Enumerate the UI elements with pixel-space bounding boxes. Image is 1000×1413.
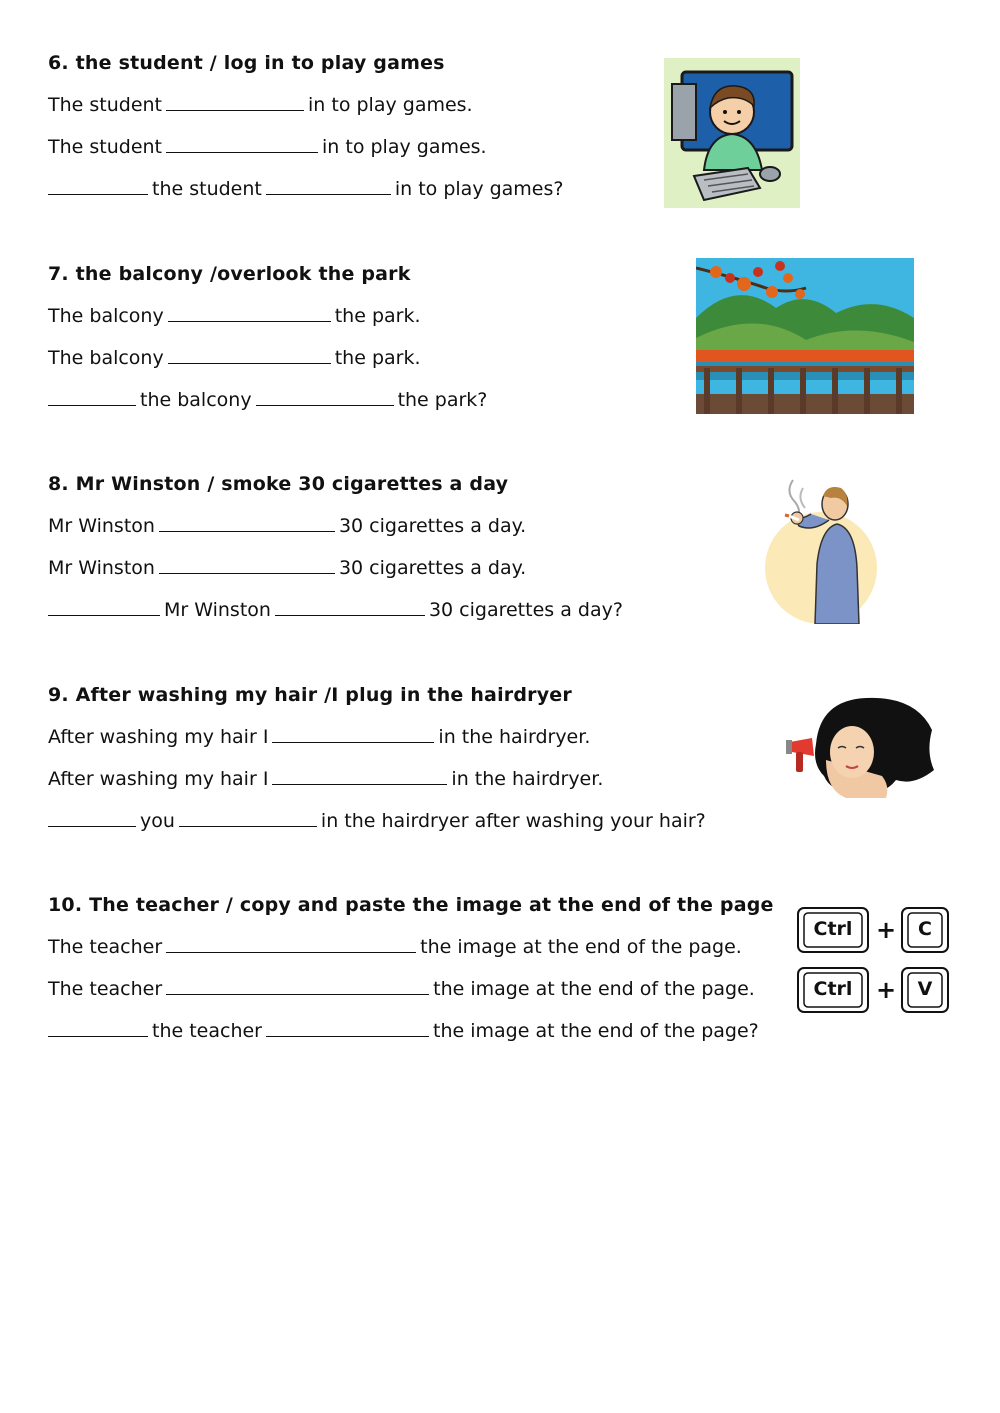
plus-sign: + <box>875 916 897 944</box>
sentence-line: After washing my hair I in the hairdryer. <box>48 726 591 748</box>
copy-shortcut <box>798 908 948 952</box>
answer-blank[interactable] <box>48 1020 148 1037</box>
answer-blank[interactable] <box>166 94 304 111</box>
exercise-10 <box>48 894 774 1042</box>
sentence-line: Mr Winston 30 cigarettes a day. <box>48 515 527 537</box>
keyboard-shortcuts-image <box>796 906 952 1016</box>
answer-blank[interactable] <box>266 1020 429 1037</box>
exercise-9 <box>48 684 706 832</box>
answer-blank[interactable] <box>159 557 335 574</box>
answer-blank[interactable] <box>159 515 335 532</box>
answer-blank[interactable] <box>48 599 160 616</box>
hairdryer-image <box>786 690 934 798</box>
sentence-line: The teacher the image at the end of the page. <box>48 978 755 1000</box>
sentence-line: The student in to play games. <box>48 136 487 158</box>
answer-blank[interactable] <box>272 768 447 785</box>
sentence-line: The balcony the park. <box>48 347 421 369</box>
c-key-label: C <box>918 918 932 940</box>
answer-blank[interactable] <box>168 305 331 322</box>
exercise-8 <box>48 473 623 621</box>
ctrl-key-label: Ctrl <box>813 918 853 940</box>
exercise-heading: 10. The teacher / copy and paste the image at the end of the page <box>48 894 774 916</box>
v-key-label: V <box>917 978 933 1000</box>
sentence-line: the teacher the image at the end of the page? <box>48 1020 774 1042</box>
answer-blank[interactable] <box>275 599 425 616</box>
answer-blank[interactable] <box>48 389 136 406</box>
sentence-line: Mr Winston 30 cigarettes a day. <box>48 557 527 579</box>
exercise-6 <box>48 52 563 200</box>
answer-blank[interactable] <box>48 810 136 827</box>
plus-sign: + <box>875 976 897 1004</box>
answer-blank[interactable] <box>179 810 317 827</box>
sentence-line: The balcony the park. <box>48 305 421 327</box>
exercise-heading: 8. Mr Winston / smoke 30 cigarettes a day <box>48 473 509 495</box>
paste-shortcut <box>798 968 948 1012</box>
sentence-line: the balcony the park? <box>48 389 487 411</box>
student-computer-image <box>664 58 800 208</box>
sentence-line: The student in to play games. <box>48 94 473 116</box>
sentence-line: The teacher the image at the end of the page. <box>48 936 742 958</box>
balcony-park-image <box>696 258 914 414</box>
answer-blank[interactable] <box>166 136 318 153</box>
exercise-heading: 7. the balcony /overlook the park <box>48 263 411 285</box>
answer-blank[interactable] <box>272 726 434 743</box>
sentence-line: After washing my hair I in the hairdryer. <box>48 768 604 790</box>
answer-blank[interactable] <box>166 978 429 995</box>
ctrl-key-label: Ctrl <box>813 978 853 1000</box>
man-smoking-image <box>755 468 887 624</box>
sentence-line: the student in to play games? <box>48 178 563 200</box>
exercise-heading: 6. the student / log in to play games <box>48 52 445 74</box>
answer-blank[interactable] <box>48 178 148 195</box>
sentence-line: you in the hairdryer after washing your hair? <box>48 810 706 832</box>
answer-blank[interactable] <box>166 936 416 953</box>
answer-blank[interactable] <box>168 347 331 364</box>
sentence-line: Mr Winston 30 cigarettes a day? <box>48 599 623 621</box>
answer-blank[interactable] <box>266 178 391 195</box>
exercise-heading: 9. After washing my hair /I plug in the hairdryer <box>48 684 572 706</box>
answer-blank[interactable] <box>256 389 394 406</box>
exercise-7 <box>48 263 487 411</box>
